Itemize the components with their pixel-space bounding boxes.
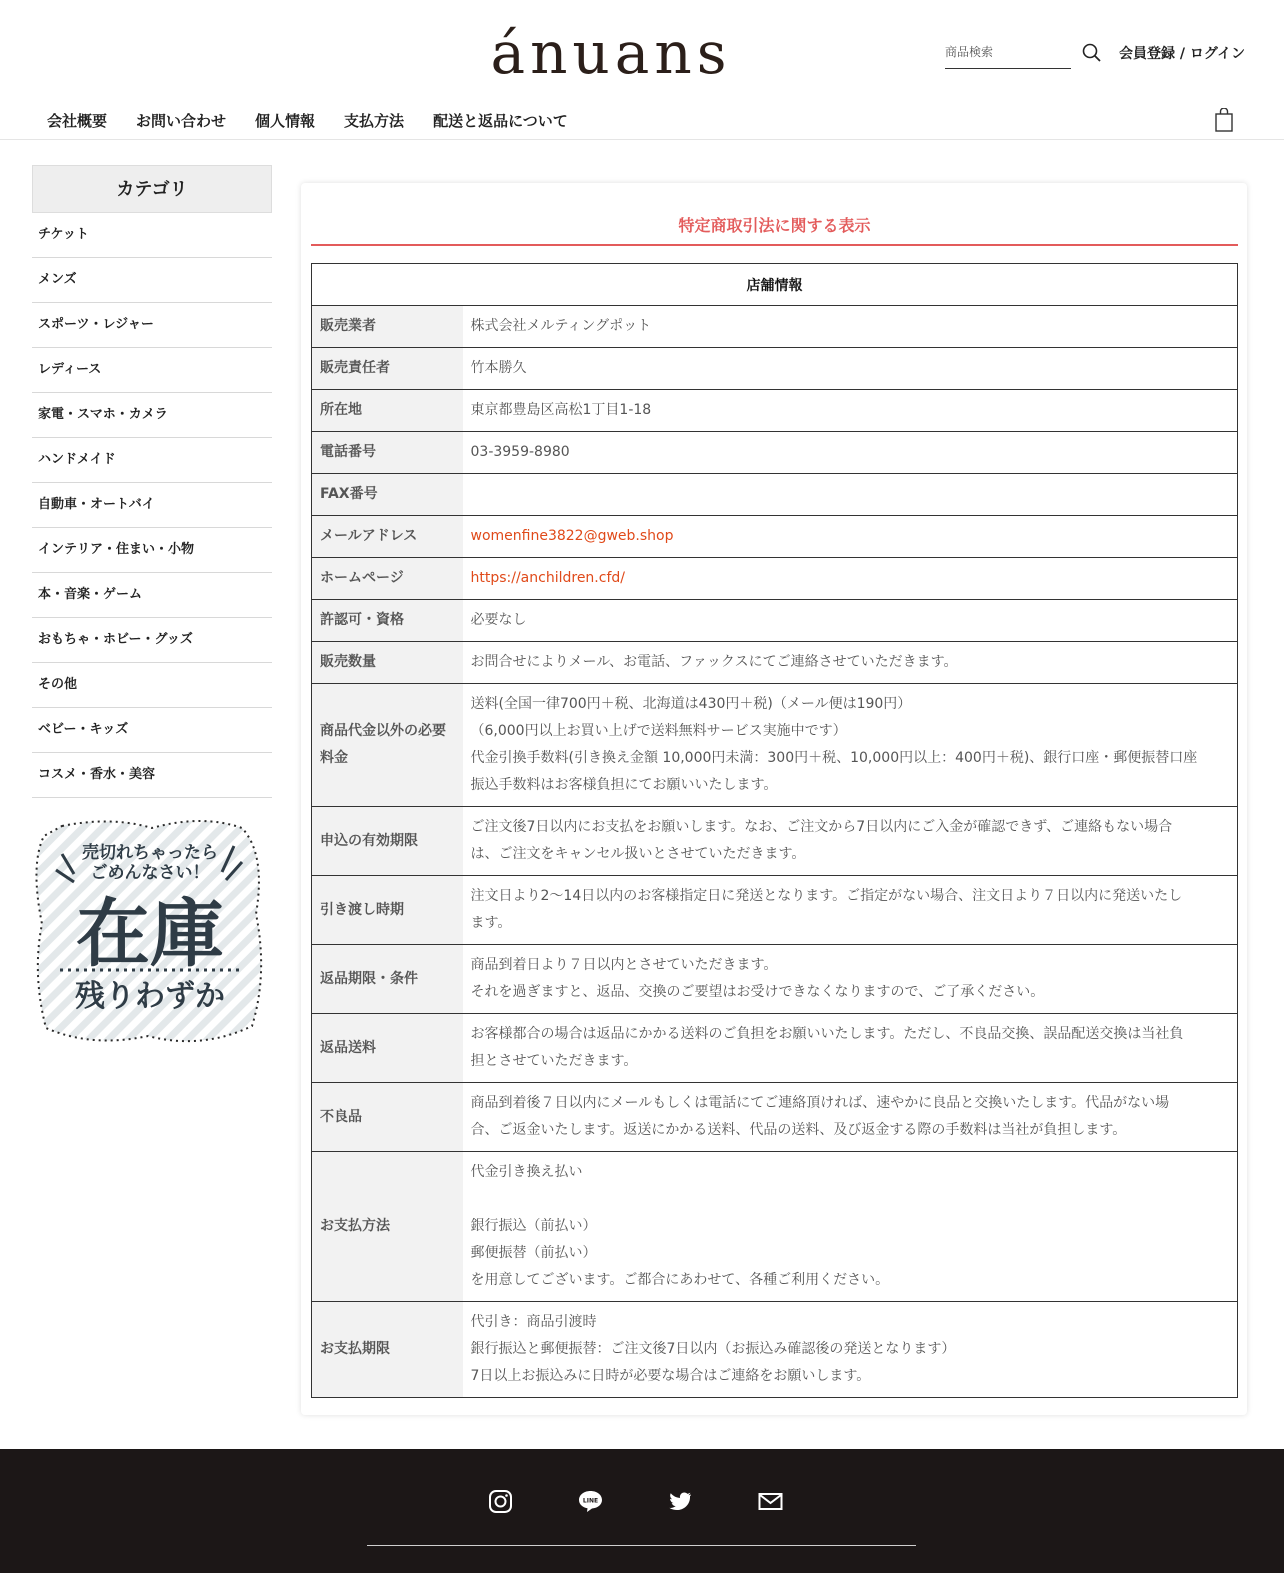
row-value-line: 銀行振込（前払い） [470, 1218, 597, 1234]
search-box [945, 38, 1071, 69]
category-item[interactable]: ベビー・キッズ [32, 708, 272, 753]
row-value-line: 合、ご返金いたします。返送にかかる送料、代品の送料、及び返金する際の手数料は当社が負担します。 [470, 1122, 1127, 1138]
site-header [0, 0, 1284, 140]
category-item[interactable]: 家電・スマホ・カメラ [32, 393, 272, 438]
row-value [463, 432, 1238, 474]
table-row [312, 876, 1238, 945]
row-value [463, 1083, 1238, 1152]
row-label: 販売責任者 [312, 348, 463, 390]
table-row [312, 684, 1238, 807]
row-label: 電話番号 [312, 432, 463, 474]
row-value [463, 1302, 1238, 1398]
row-value [463, 558, 1238, 600]
row-value-line: 代金引換手数料(引き換え金額 10,000円未満：300円＋税、10,000円以上：400円＋税)、銀行口座・郵便振替口座 [470, 750, 1198, 766]
row-label: 販売数量 [312, 642, 463, 684]
category-sidebar [32, 165, 272, 1046]
row-value-line: お客様都合の場合は返品にかかる送料のご負担をお願いいたします。ただし、不良品交換、誤品配送交換は当社負 [470, 1026, 1184, 1042]
row-label: 販売業者 [312, 306, 463, 348]
row-label: 不良品 [312, 1083, 463, 1152]
banner-bottom-text: 残りわずか [75, 979, 225, 1014]
row-label: お支払期限 [312, 1302, 463, 1398]
category-item[interactable]: スポーツ・レジャー [32, 303, 272, 348]
table-row [312, 1083, 1238, 1152]
footer-divider [367, 1545, 916, 1546]
table-row [312, 1014, 1238, 1083]
banner-line1: 売切れちゃったら [82, 843, 218, 863]
row-label: ホームページ [312, 558, 463, 600]
page-title: 特定商取引法に関する表示 [311, 213, 1238, 246]
row-label: 所在地 [312, 390, 463, 432]
table-row [312, 348, 1238, 390]
row-value [463, 348, 1238, 390]
row-value [463, 876, 1238, 945]
category-item[interactable]: チケット [32, 213, 272, 258]
banner-line2: ごめんなさい！ [90, 863, 210, 883]
category-list [32, 213, 272, 798]
homepage-link[interactable]: https://anchildren.cfd/ [470, 570, 625, 586]
row-value-line: それを過ぎますと、返品、交換のご要望はお受けできなくなりますので、ご了承ください。 [470, 984, 1045, 1000]
category-title: カテゴリ [32, 165, 272, 213]
row-value [463, 306, 1238, 348]
row-value-line [471, 1186, 1230, 1213]
row-label: 許認可・資格 [312, 600, 463, 642]
row-value-line: 担とさせていただきます。 [470, 1053, 638, 1069]
mail-icon[interactable] [758, 1489, 783, 1514]
row-value-line: ます。 [470, 915, 512, 931]
cart-icon[interactable] [1214, 108, 1234, 132]
nav-shipping-returns[interactable]: 配送と返品について [433, 112, 568, 130]
row-value-line: （6,000円以上お買い上げで送料無料サービス実施中です） [470, 723, 847, 739]
category-item[interactable]: インテリア・住まい・小物 [32, 528, 272, 573]
table-row [312, 306, 1238, 348]
table-row [312, 558, 1238, 600]
category-item[interactable]: メンズ [32, 258, 272, 303]
row-value-line: お問合せによりメール、お電話、ファックスにてご連絡させていただきます。 [470, 654, 958, 670]
category-item[interactable]: おもちゃ・ホビー・グッズ [32, 618, 272, 663]
table-row [312, 642, 1238, 684]
row-label: 返品期限・条件 [312, 945, 463, 1014]
site-logo[interactable]: ánuans [490, 19, 732, 87]
main-nav [47, 110, 568, 131]
row-value-line: を用意してございます。ご都合にあわせて、各種ご利用ください。 [470, 1272, 890, 1288]
nav-company[interactable]: 会社概要 [47, 112, 108, 130]
table-row [312, 1152, 1238, 1302]
row-value [463, 1152, 1238, 1302]
nav-privacy[interactable]: 個人情報 [255, 112, 316, 130]
table-row [312, 1302, 1238, 1398]
search-input[interactable] [945, 38, 1071, 66]
table-title: 店舗情報 [312, 264, 1238, 306]
category-item[interactable]: コスメ・香水・美容 [32, 753, 272, 798]
row-label: 申込の有効期限 [312, 807, 463, 876]
instagram-icon[interactable] [488, 1489, 513, 1514]
table-row [312, 390, 1238, 432]
row-value-line: 7日以上お振込みに日時が必要な場合はご連絡をお願いします。 [470, 1368, 871, 1384]
row-value-line: 株式会社メルティングポット [470, 318, 652, 334]
low-stock-banner [32, 814, 264, 1046]
login-link[interactable]: ログイン [1189, 46, 1246, 62]
row-value [463, 945, 1238, 1014]
row-value-line: 03-3959-8980 [470, 444, 570, 460]
row-label: 引き渡し時期 [312, 876, 463, 945]
category-item[interactable]: レディース [32, 348, 272, 393]
row-value-line: 必要なし [470, 612, 527, 628]
auth-separator: / [1175, 46, 1190, 62]
store-info-rows [312, 306, 1238, 1398]
row-label: メールアドレス [312, 516, 463, 558]
legal-notice-card [301, 183, 1247, 1415]
row-value [463, 600, 1238, 642]
svg-text:LINE: LINE [582, 1497, 599, 1505]
row-value-line: 代引き：商品引渡時 [470, 1314, 597, 1330]
row-label: お支払方法 [312, 1152, 463, 1302]
row-value-line: 注文日より2〜14日以内のお客様指定日に発送となります。ご指定がない場合、注文日より７日以内に発送いたし [470, 888, 1183, 904]
row-value-line: 送料(全国一律700円＋税、北海道は430円＋税)（メール便は190円） [470, 696, 912, 712]
row-value [463, 516, 1238, 558]
category-item[interactable]: 本・音楽・ゲーム [32, 573, 272, 618]
email-link[interactable]: womenfine3822@gweb.shop [470, 528, 674, 544]
row-value-line: 商品到着後７日以内にメールもしくは電話にてご連絡頂ければ、速やかに良品と交換いたします。代品がない場 [470, 1095, 1170, 1111]
row-value [463, 390, 1238, 432]
category-item[interactable]: その他 [32, 663, 272, 708]
twitter-icon[interactable] [668, 1489, 693, 1514]
row-value-line: 振込手数料はお客様負担にてお願いいたします。 [470, 777, 778, 793]
line-icon[interactable] [578, 1489, 603, 1514]
row-value [463, 642, 1238, 684]
row-value-line: 郵便振替（前払い） [470, 1245, 597, 1261]
banner-big-text: 在庫 [76, 891, 224, 977]
table-row [312, 600, 1238, 642]
row-value-line: 代金引き換え払い [470, 1164, 583, 1180]
store-info-table [311, 263, 1238, 1398]
row-value-line: 商品到着日より７日以内とさせていただきます。 [470, 957, 778, 973]
row-value-line: 竹本勝久 [470, 360, 527, 376]
table-row [312, 807, 1238, 876]
nav-payment[interactable]: 支払方法 [344, 112, 405, 130]
row-value [463, 684, 1238, 807]
row-value-line: ご注文後7日以内にお支払をお願いします。なお、ご注文から7日以内にご入金が確認できず、ご連絡もない場合 [470, 819, 1173, 835]
category-item[interactable]: ハンドメイド [32, 438, 272, 483]
search-icon[interactable] [1081, 42, 1103, 64]
row-label: FAX番号 [312, 474, 463, 516]
category-item[interactable]: 自動車・オートバイ [32, 483, 272, 528]
row-label: 商品代金以外の必要料金 [312, 684, 463, 807]
site-footer [0, 1449, 1284, 1573]
register-link[interactable]: 会員登録 [1119, 46, 1175, 62]
row-label: 返品送料 [312, 1014, 463, 1083]
table-row [312, 474, 1238, 516]
row-value [463, 807, 1238, 876]
social-links [488, 1489, 783, 1514]
row-value-line: 東京都豊島区高松1丁目1-18 [470, 402, 652, 418]
row-value [463, 474, 1238, 516]
auth-links [1119, 43, 1245, 63]
table-row [312, 945, 1238, 1014]
table-row [312, 432, 1238, 474]
table-row [312, 516, 1238, 558]
row-value-line: 銀行振込と郵便振替：ご注文後7日以内（お振込み確認後の発送となります） [470, 1341, 956, 1357]
row-value-line: は、ご注文をキャンセル扱いとさせていただきます。 [470, 846, 806, 862]
row-value [463, 1014, 1238, 1083]
row-value-line [471, 481, 1230, 508]
nav-contact[interactable]: お問い合わせ [136, 112, 227, 130]
